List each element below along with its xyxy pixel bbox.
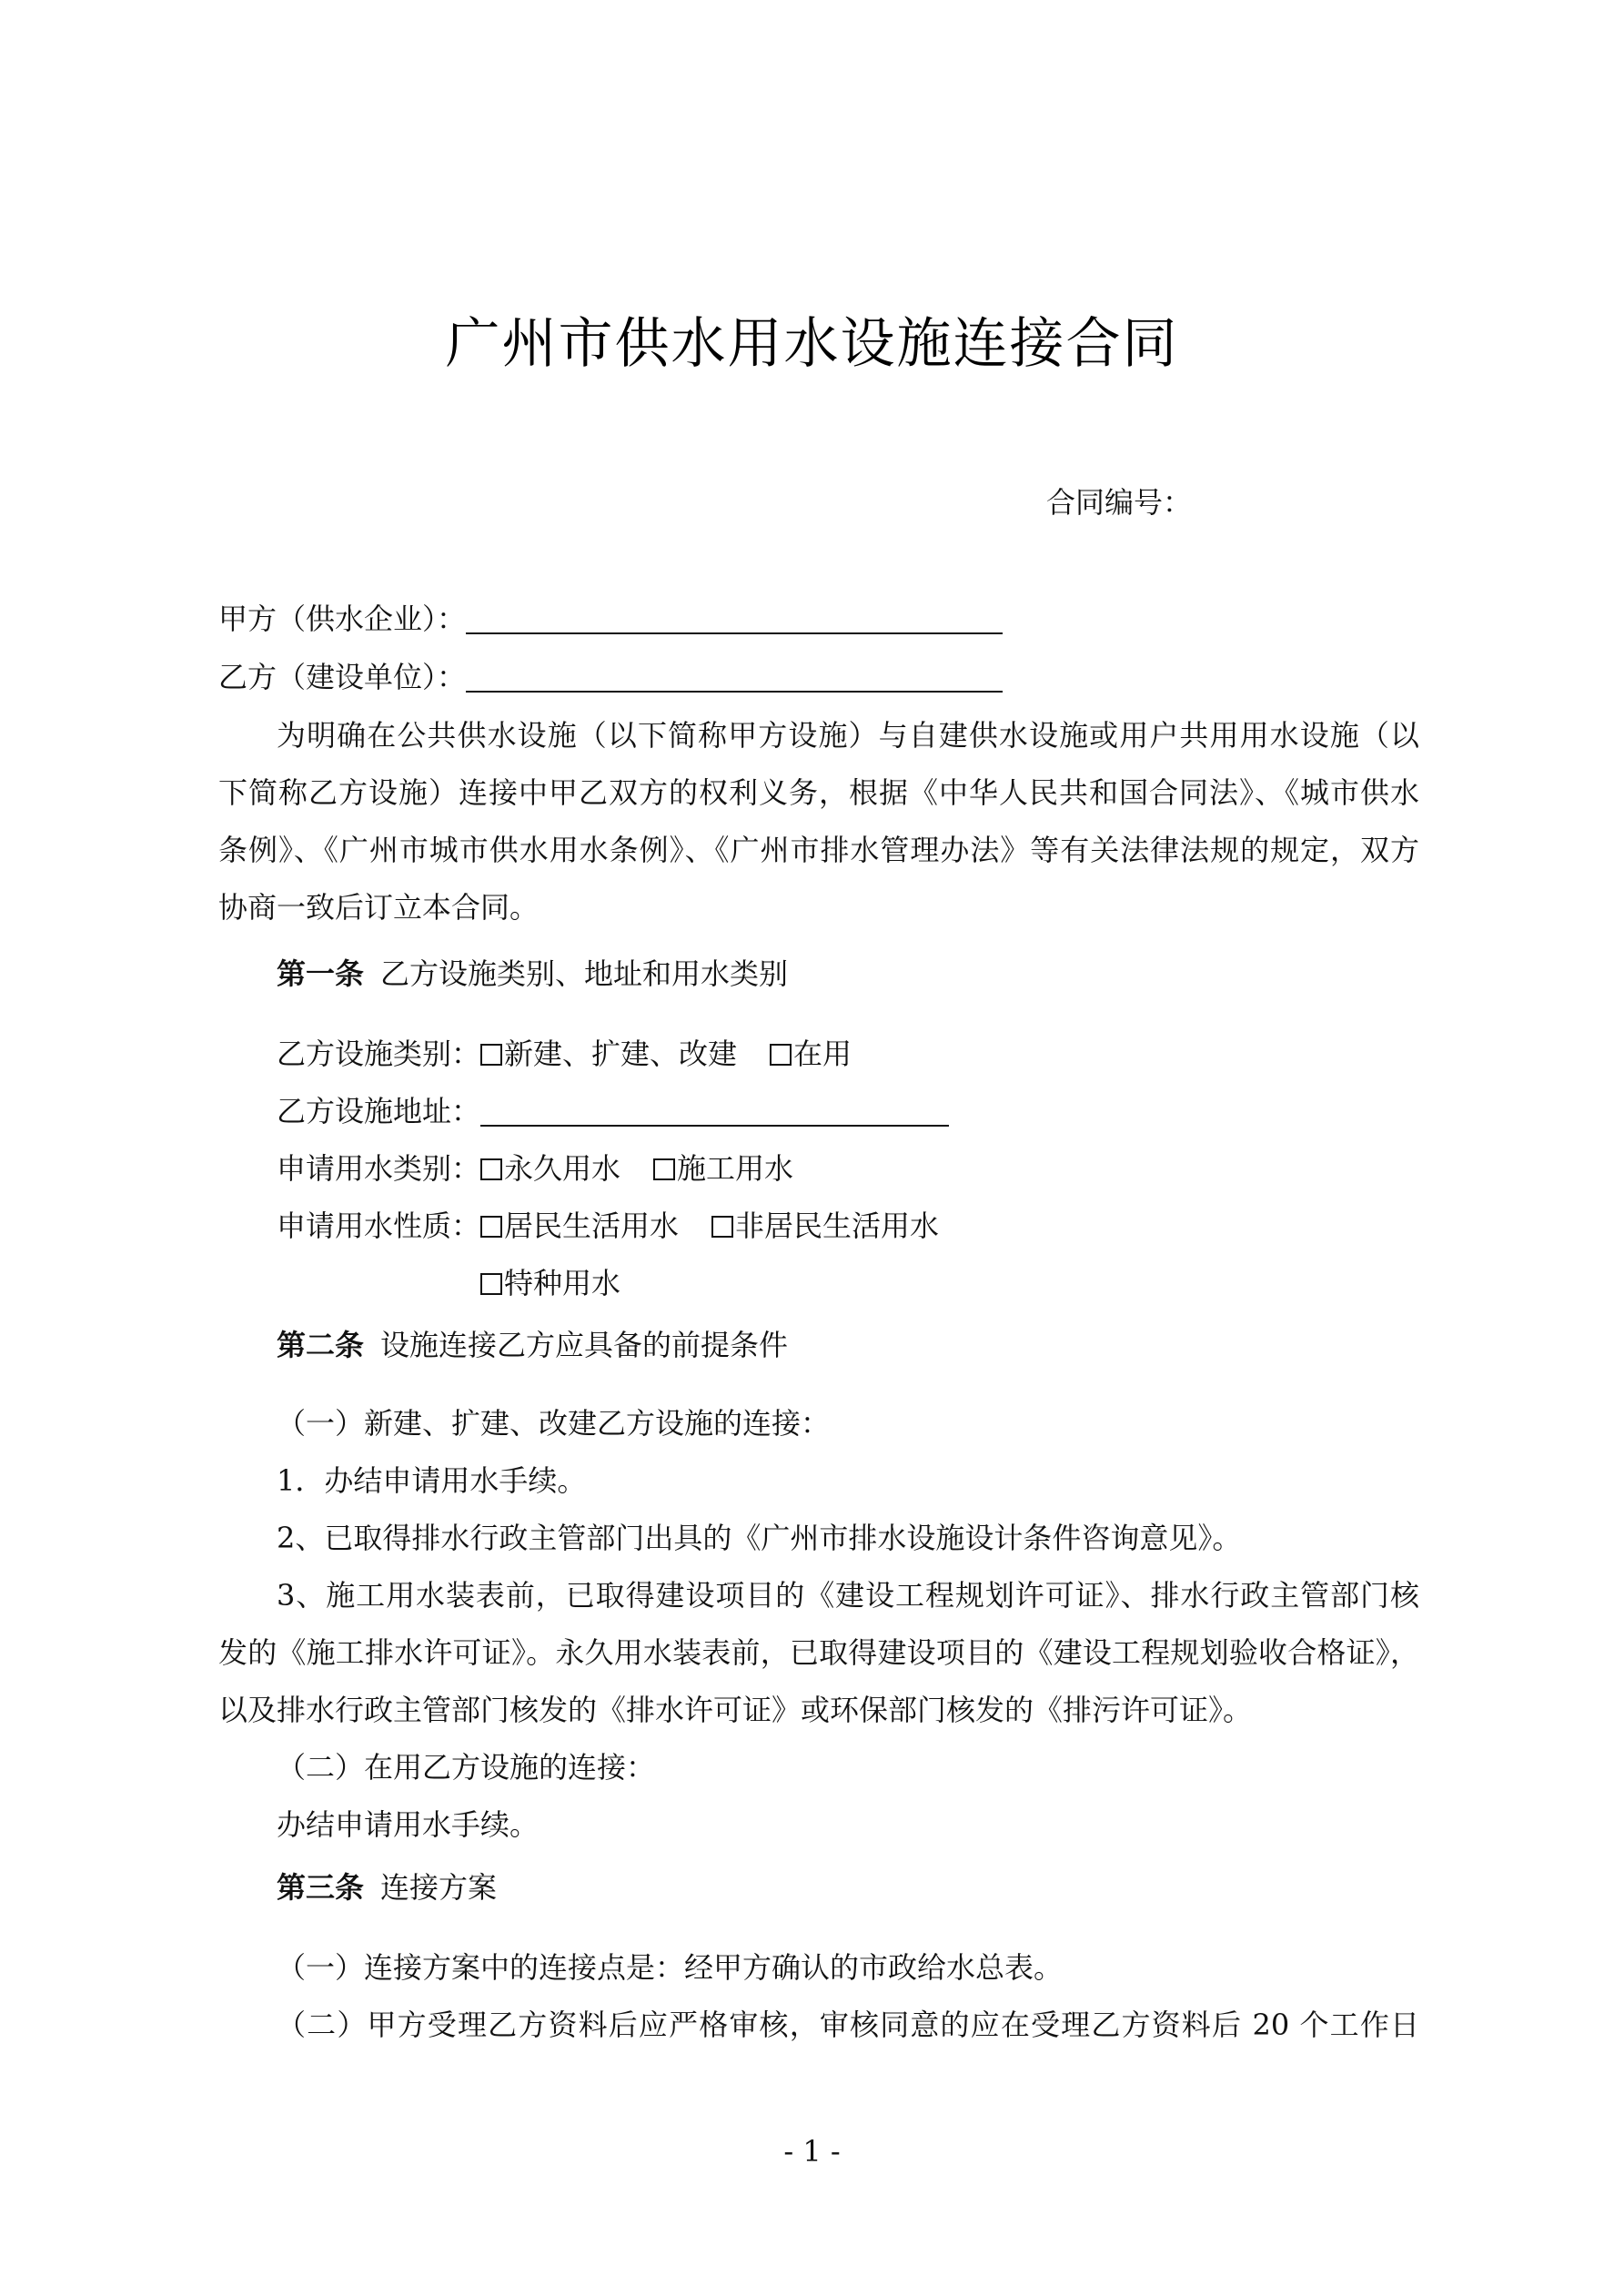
- facility-type-label: 乙方设施类别：: [277, 1037, 481, 1071]
- article-2-sub-2: （二）在用乙方设施的连接：: [277, 1750, 656, 1785]
- preamble-line-4: 协商一致后订立本合同。: [218, 890, 540, 925]
- party-b-blank[interactable]: [466, 663, 1003, 693]
- article-3-sub-2: （二）甲方受理乙方资料后应严格审核，审核同意的应在受理乙方资料后 20 个工作日: [277, 2008, 1419, 2042]
- water-nature-opt-nonresidential: 非居民生活用水: [735, 1209, 940, 1243]
- article-2-item-3-line-2: 发的《施工排水许可证》。永久用水装表前，已取得建设项目的《建设工程规划验收合格证》，: [218, 1635, 1419, 1670]
- party-b-label: 乙方（建设单位）：: [218, 660, 467, 694]
- water-nature-opt-special: 特种用水: [504, 1266, 621, 1300]
- contract-number-label: 合同编号：: [1046, 485, 1193, 520]
- water-nature-label: 申请用水性质：: [277, 1209, 481, 1243]
- facility-address-label: 乙方设施地址：: [277, 1094, 481, 1128]
- water-nature-checkbox-nonresidential[interactable]: [711, 1216, 733, 1238]
- article-2-item-2: 2、已取得排水行政主管部门出具的《广州市排水设施设计条件咨询意见》。: [277, 1521, 1242, 1555]
- water-type-checkbox-construction[interactable]: [653, 1158, 675, 1180]
- water-type-opt-permanent: 永久用水: [504, 1151, 621, 1186]
- article-3-sub-1: （一）连接方案中的连接点是：经甲方确认的市政给水总表。: [277, 1950, 1064, 1985]
- preamble-line-3: 条例》、《广州市城市供水用水条例》、《广州市排水管理办法》等有关法律法规的规定，双方: [218, 833, 1419, 867]
- article-2-sub-1: （一）新建、扩建、改建乙方设施的连接：: [277, 1406, 831, 1441]
- facility-type-opt-inuse: 在用: [793, 1037, 852, 1071]
- water-type-label: 申请用水类别：: [277, 1151, 481, 1186]
- article-3-number: 第三条: [277, 1870, 365, 1905]
- article-1-title: 乙方设施类别、地址和用水类别: [380, 956, 789, 991]
- article-3-heading: [277, 1869, 497, 1906]
- article-2-sub-2-text: 办结申请用水手续。: [277, 1807, 540, 1842]
- article-2-item-1: 1．办结申请用水手续。: [277, 1463, 587, 1498]
- article-1-heading: [277, 956, 788, 992]
- article-2-heading: [277, 1327, 788, 1363]
- water-nature-checkbox-residential[interactable]: [480, 1216, 502, 1238]
- water-nature-checkbox-special[interactable]: [480, 1273, 502, 1295]
- article-3-title: 连接方案: [380, 1870, 498, 1905]
- facility-type-opt-new: 新建、扩建、改建: [504, 1037, 738, 1071]
- facility-address-blank[interactable]: [480, 1097, 949, 1127]
- party-a-line: [218, 601, 1003, 637]
- water-type-opt-construction: 施工用水: [677, 1151, 794, 1186]
- preamble-line-2: 下简称乙方设施）连接中甲乙双方的权利义务，根据《中华人民共和国合同法》、《城市供水: [218, 775, 1419, 810]
- article-2-number: 第二条: [277, 1328, 365, 1362]
- article-2-item-3-line-3: 以及排水行政主管部门核发的《排水许可证》或环保部门核发的《排污许可证》。: [218, 1693, 1253, 1727]
- article-1-number: 第一条: [277, 956, 365, 991]
- article-2-title: 设施连接乙方应具备的前提条件: [380, 1328, 789, 1362]
- water-nature-line-2: [480, 1265, 620, 1301]
- facility-type-checkbox-new[interactable]: [480, 1044, 502, 1066]
- document-title: 广州市供水用水设施连接合同: [445, 312, 1179, 376]
- water-type-checkbox-permanent[interactable]: [480, 1158, 502, 1180]
- page-number: - 1 -: [783, 2134, 841, 2169]
- facility-type-line: [277, 1036, 852, 1072]
- party-a-label: 甲方（供水企业）：: [218, 602, 467, 636]
- water-nature-opt-residential: 居民生活用水: [504, 1209, 680, 1243]
- facility-type-checkbox-inuse[interactable]: [770, 1044, 792, 1066]
- facility-address-line: [277, 1093, 949, 1129]
- preamble-line-1: 为明确在公共供水设施（以下简称甲方设施）与自建供水设施或用户共用用水设施（以: [277, 718, 1419, 753]
- water-nature-line: [277, 1208, 939, 1244]
- water-type-line: [277, 1150, 793, 1187]
- article-2-item-3-line-1: 3、施工用水装表前，已取得建设项目的《建设工程规划许可证》、排水行政主管部门核: [277, 1578, 1419, 1613]
- party-b-line: [218, 659, 1003, 695]
- party-a-blank[interactable]: [466, 605, 1003, 634]
